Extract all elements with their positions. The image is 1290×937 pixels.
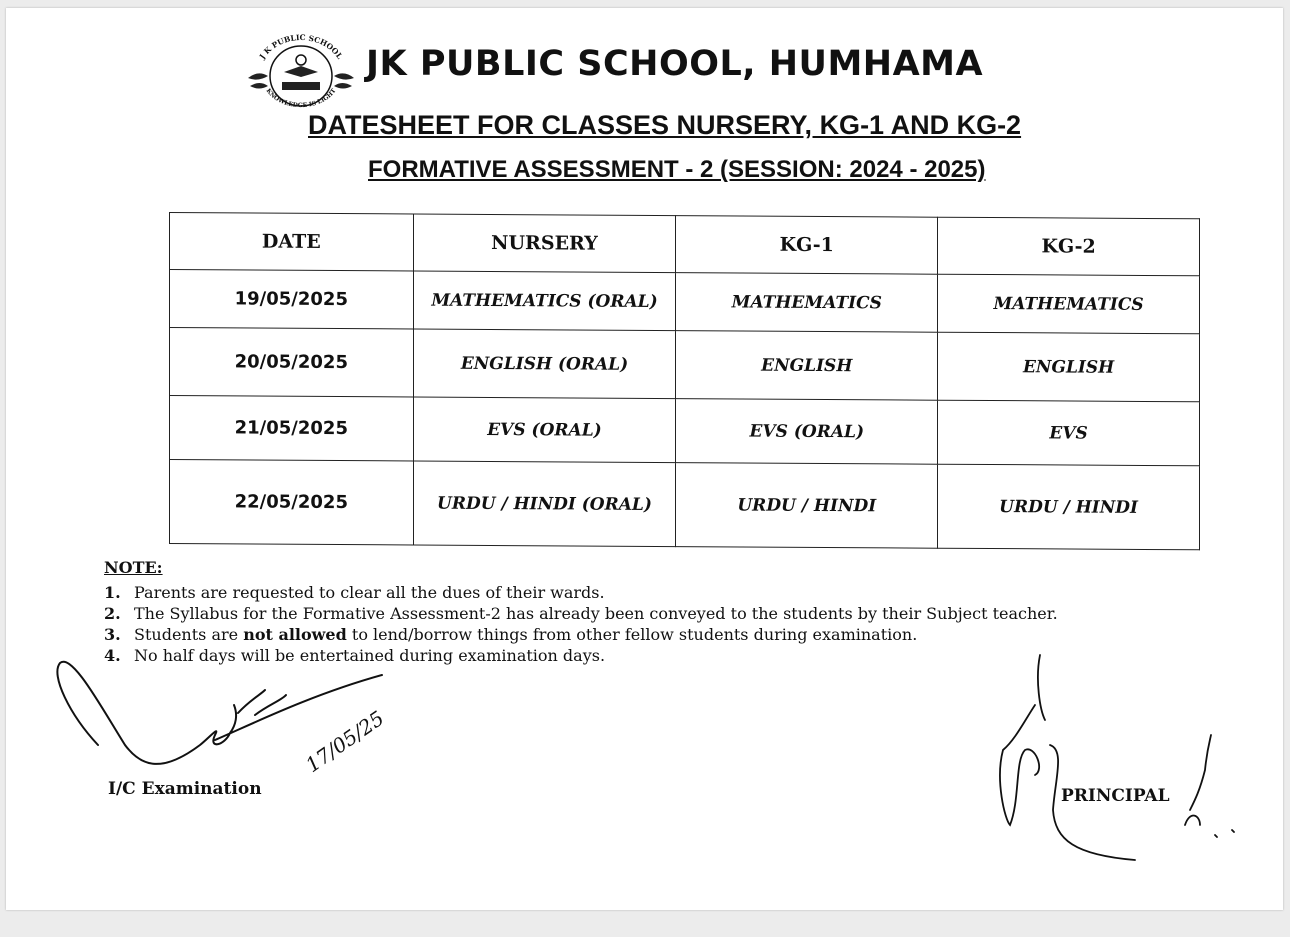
- principal-signature-icon: [995, 650, 1245, 880]
- header-nursery: NURSERY: [413, 214, 676, 273]
- table-header-row: [170, 213, 1200, 276]
- signature-date: 17/05/25: [301, 705, 389, 778]
- cell-kg1: MATHEMATICS: [676, 273, 938, 333]
- note-text-bold: not allowed: [243, 625, 347, 644]
- cell-kg1: URDU / HINDI: [676, 463, 938, 549]
- cell-nursery: ENGLISH (ORAL): [413, 329, 676, 399]
- note-text: Parents are requested to clear all the dues of their wards.: [134, 583, 605, 602]
- table-row: [170, 460, 1200, 550]
- cell-kg1: ENGLISH: [676, 331, 938, 401]
- note-item: [104, 625, 1058, 644]
- note-text: The Syllabus for the Formative Assessment-2 has already been conveyed to the students by their Subject teacher.: [134, 604, 1058, 623]
- note-text-end: to lend/borrow things from other fellow students during examination.: [346, 625, 918, 644]
- table-row: [170, 396, 1200, 466]
- note-text: [134, 625, 917, 644]
- assessment-title: FORMATIVE ASSESSMENT - 2 (SESSION: 2024 - 2025): [368, 156, 986, 183]
- cell-nursery: URDU / HINDI (ORAL): [413, 461, 676, 547]
- note-number: 2.: [104, 604, 121, 623]
- cell-nursery: MATHEMATICS (ORAL): [413, 271, 676, 331]
- cell-date: 21/05/2025: [170, 396, 414, 461]
- school-name: JK PUBLIC SCHOOL, HUMHAMA: [366, 44, 984, 84]
- datesheet-title: DATESHEET FOR CLASSES NURSERY, KG-1 AND KG-2: [308, 110, 1022, 140]
- note-text-start: Students are: [134, 625, 244, 644]
- school-logo-icon: [244, 28, 358, 112]
- cell-date: 20/05/2025: [170, 328, 414, 397]
- svg-text:KNOWLEDGE IS LIGHT: KNOWLEDGE IS LIGHT: [264, 87, 338, 110]
- note-number: 1.: [104, 583, 121, 602]
- svg-text:J K PUBLIC SCHOOL: J K PUBLIC SCHOOL: [257, 32, 345, 61]
- datesheet-table: [169, 212, 1200, 550]
- note-number: 4.: [104, 646, 121, 665]
- notes-heading: NOTE:: [104, 558, 163, 577]
- cell-kg2: MATHEMATICS: [938, 274, 1200, 334]
- cell-kg2: URDU / HINDI: [938, 464, 1200, 550]
- notes-section: [104, 558, 1058, 667]
- header-kg2: KG-2: [938, 217, 1200, 276]
- note-item: [104, 583, 1058, 602]
- cell-kg1: EVS (ORAL): [676, 399, 938, 465]
- examination-label: I/C Examination: [108, 779, 262, 799]
- cell-nursery: EVS (ORAL): [413, 397, 676, 463]
- cell-date: 19/05/2025: [170, 270, 414, 329]
- cell-kg2: ENGLISH: [938, 332, 1200, 402]
- header-kg1: KG-1: [676, 216, 938, 275]
- cell-date: 22/05/2025: [170, 460, 414, 545]
- note-text: No half days will be entertained during examination days.: [134, 646, 606, 665]
- header-date: DATE: [170, 213, 414, 271]
- note-number: 3.: [104, 625, 121, 644]
- note-item: [104, 604, 1058, 623]
- table-row: [170, 270, 1200, 334]
- principal-label: PRINCIPAL: [1061, 786, 1170, 806]
- cell-kg2: EVS: [938, 400, 1200, 466]
- table-row: [170, 328, 1200, 402]
